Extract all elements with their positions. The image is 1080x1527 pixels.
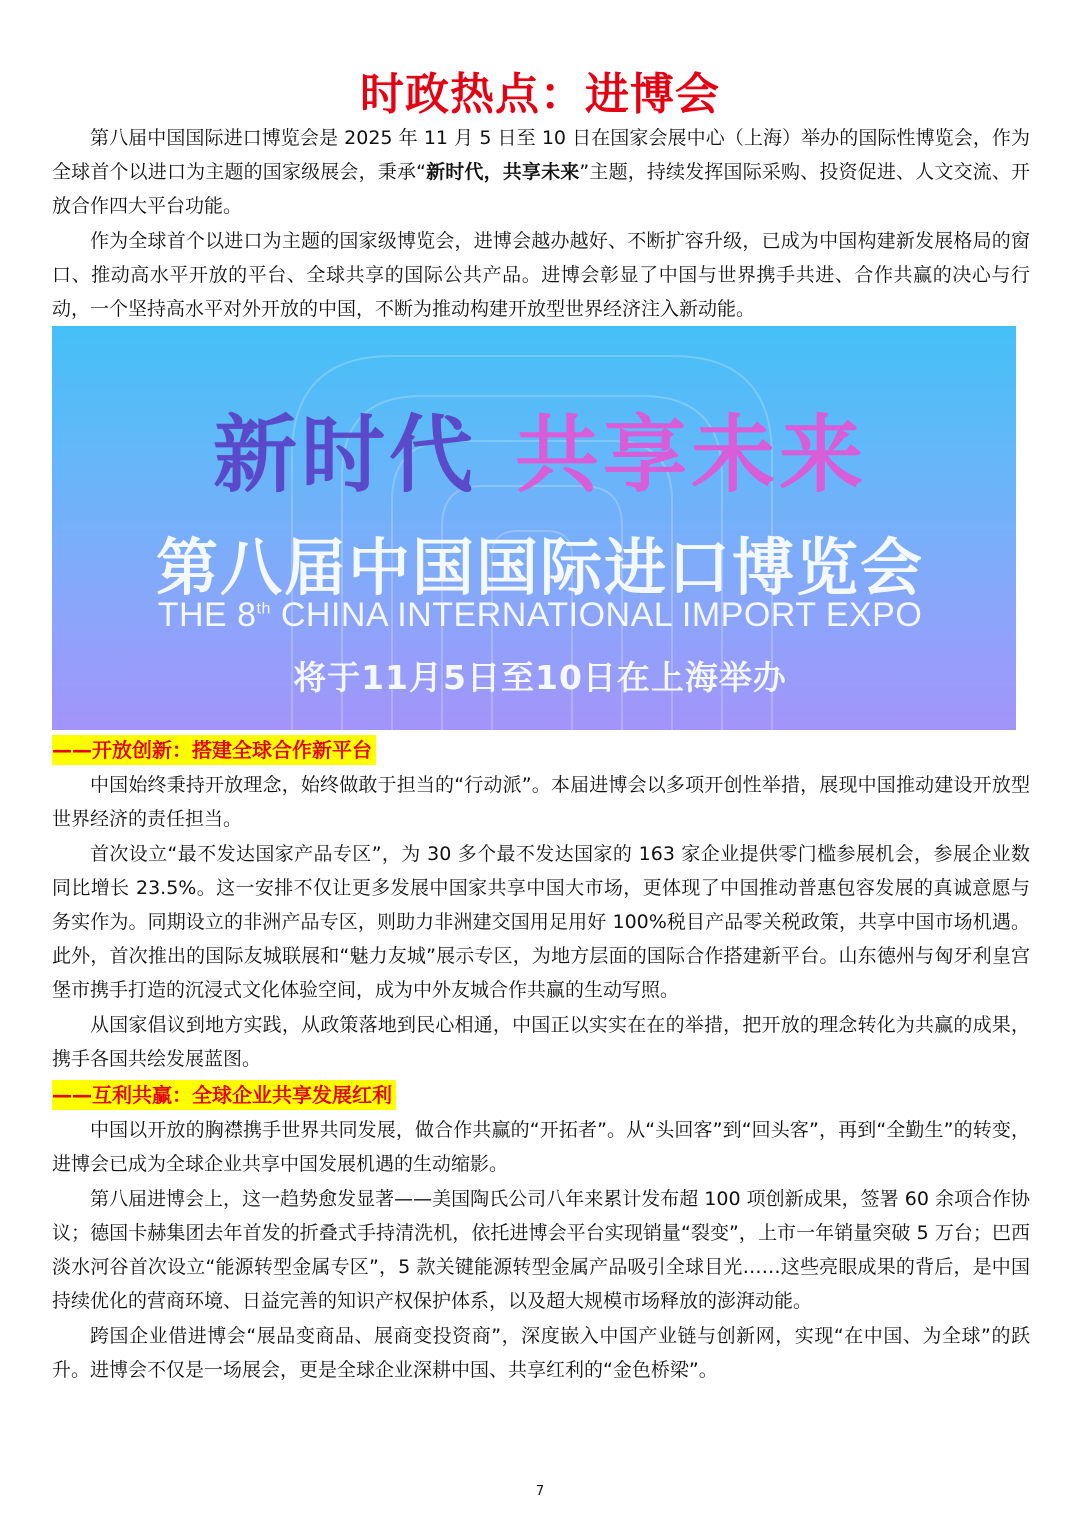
banner-english-title [0,596,1080,635]
en-superscript: th [256,600,271,618]
intro-text-1a: 第八届中国国际进口博览会是 2025 年 11 月 5 日至 10 日在国家会展中心（上海）举办的国际性博览会，作为全球首个以进口为主题的国家级展会，秉承“ [52,127,1030,183]
section-2-paragraph-1: 中国以开放的胸襟携手世界共同发展，做合作共赢的“开拓者”。从“头回客”到“回头客”，再到“全勤生”的转变，进博会已成为全球企业共享中国发展机遇的生动缩影。 [52,1119,1030,1175]
banner-main-title: 第八届中国国际进口博览会 [155,531,924,604]
en-prefix: THE 8 [157,596,257,634]
banner-slogan [0,388,1080,509]
banner-date-line: 将于11月5日至10日在上海举办 [293,658,787,697]
section-1-heading: ——开放创新：搭建全球合作新平台 [52,735,376,765]
intro-text-1b: ”主题，持续发挥国际采购、投资促进、人文交流、开放合作四大平台功能。 [52,161,1030,217]
section-1-paragraph-2: 首次设立“最不发达国家产品专区”，为 30 多个最不发达国家的 163 家企业提供零门槛参展机会，参展企业数同比增长 23.5%。这一安排不仅让更多发展中国家共享中国大市场，更体现了中国推动普惠包容发展的真诚意愿与务实作为。同期设立的非洲产品专区，则助力非洲建交国用足用好 100%税目产品零关税政策，共享中国市场机遇。此外，首次推出的国际友城联展和“魅力友城”展示专区，为地方层面的国际合作搭建新平台。山东德州与匈牙利皇宫堡市携手打造的沉浸式文化体验空间，成为中外友城合作共赢的生动写照。 [52,843,1030,1001]
intro-paragraph-2: 作为全球首个以进口为主题的国家级博览会，进博会越办越好、不断扩容升级，已成为中国构建新发展格局的窗口、推动高水平开放的平台、全球共享的国际公共产品。进博会彰显了中国与世界携手共进、合作共赢的决心与行动，一个坚持高水平对外开放的中国，不断为推动构建开放型世界经济注入新动能。 [52,230,1030,320]
theme-bold-text: 新时代，共享未来 [425,161,580,183]
page-title: 时政热点：进博会 [360,69,720,120]
slogan-part-1: 新时代 [212,406,477,504]
section-1-paragraph-1: 中国始终秉持开放理念，始终做敢于担当的“行动派”。本届进博会以多项开创性举措，展现中国推动建设开放型世界经济的责任担当。 [52,774,1030,830]
slogan-part-2: 共享未来 [515,406,868,504]
page-number: 7 [535,1484,545,1499]
section-1-paragraph-3: 从国家倡议到地方实践，从政策落地到民心相通，中国正以实实在在的举措，把开放的理念转化为共赢的成果，携手各国共绘发展蓝图。 [52,1014,1030,1070]
section-2-paragraph-3: 跨国企业借进博会“展品变商品、展商变投资商”，深度嵌入中国产业链与创新网，实现“在中国、为全球”的跃升。进博会不仅是一场展会，更是全球企业深耕中国、共享红利的“金色桥梁”。 [52,1325,1030,1381]
en-suffix: CHINA INTERNATIONAL IMPORT EXPO [270,596,923,634]
section-2-paragraph-2: 第八届进博会上，这一趋势愈发显著——美国陶氏公司八年来累计发布超 100 项创新成果，签署 60 余项合作协议；德国卡赫集团去年首发的折叠式手持清洗机，依托进博会平台实现销量“裂变”，上市一年销量突破 5 万台；巴西淡水河谷首次设立“能源转型金属专区”，5 款关键能源转型金属产品吸引全球目光……这些亮眼成果的背后，是中国持续优化的营商环境、日益完善的知识产权保护体系，以及超大规模市场释放的澎湃动能。 [52,1188,1030,1312]
intro-paragraph-1 [52,121,1030,223]
section-2-heading: ——互利共赢：全球企业共享发展红利 [52,1080,396,1110]
